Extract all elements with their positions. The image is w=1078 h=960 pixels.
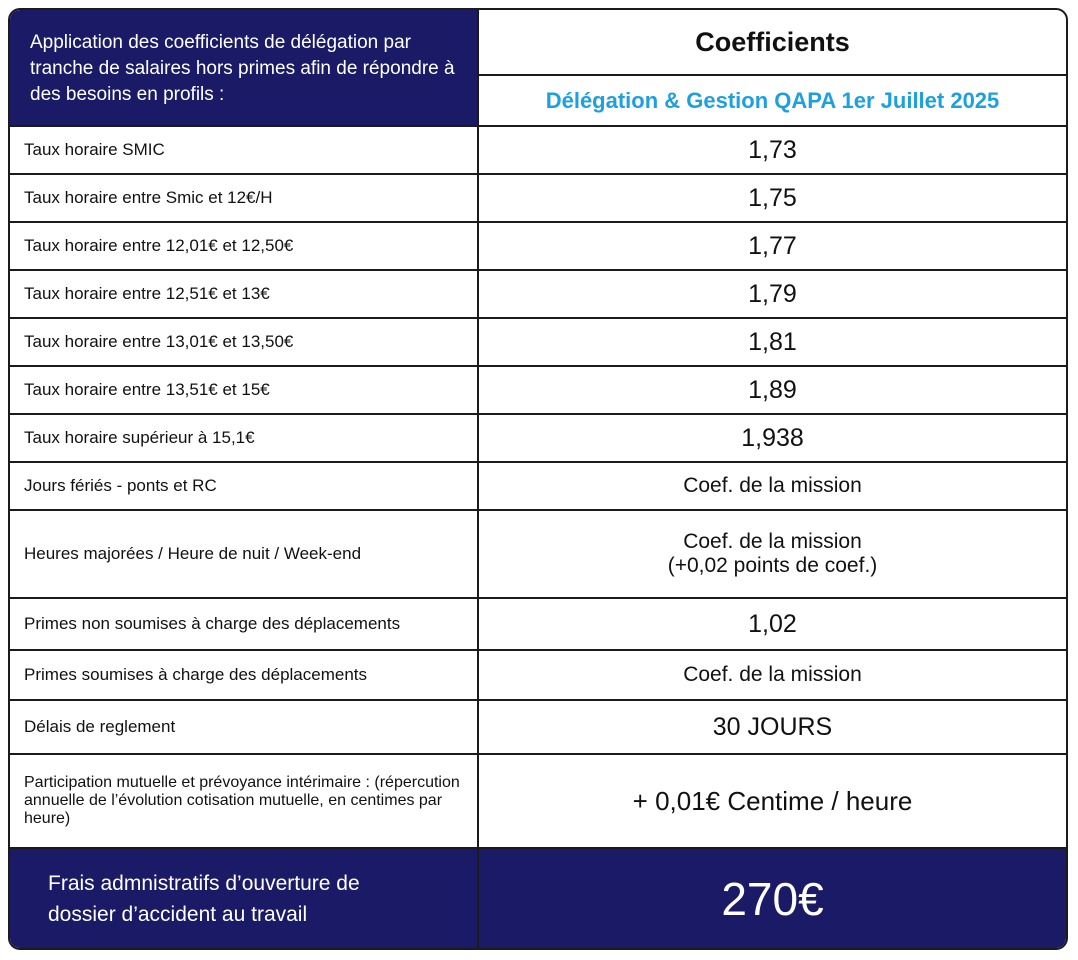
row-label-text: Taux horaire supérieur à 15,1€ <box>24 428 255 447</box>
row-value-text: 1,938 <box>741 423 804 452</box>
row-value-text: 1,81 <box>748 327 797 356</box>
row-value <box>479 319 1066 367</box>
row-label-text: Primes non soumises à charge des déplacements <box>24 614 401 633</box>
row-value <box>479 175 1066 223</box>
row-label <box>10 223 479 271</box>
row-label <box>10 599 479 651</box>
row-value <box>479 367 1066 415</box>
row-label-text: Heures majorées / Heure de nuit / Week-end <box>24 544 362 563</box>
row-value <box>479 511 1066 599</box>
row-label <box>10 415 479 463</box>
row-value-text: 1,89 <box>748 375 797 404</box>
row-value-text: Coef. de la mission <box>683 530 862 553</box>
row-value-text: 1,79 <box>748 279 797 308</box>
row-value <box>479 271 1066 319</box>
row-label <box>10 651 479 701</box>
footer-value-text: 270€ <box>721 872 824 925</box>
footer-value <box>479 849 1066 948</box>
table-grid <box>10 10 1066 948</box>
row-label <box>10 367 479 415</box>
row-value <box>479 127 1066 175</box>
row-value <box>479 651 1066 701</box>
row-value-text: + 0,01€ Centime / heure <box>632 785 913 816</box>
row-value <box>479 463 1066 511</box>
row-value <box>479 701 1066 755</box>
row-label <box>10 463 479 511</box>
row-label <box>10 701 479 755</box>
row-label <box>10 319 479 367</box>
header-description-text: Application des coefficients de délégation par tranche de salaires hors primes afin de répondre à des besoins en profils : <box>30 32 455 105</box>
header-subtitle: Délégation & Gestion QAPA 1er Juillet 2025 <box>545 87 1000 113</box>
row-value-text: Coef. de la mission <box>683 663 862 686</box>
row-value <box>479 223 1066 271</box>
row-value-note: (+0,02 points de coef.) <box>667 554 878 577</box>
row-value-text: 1,75 <box>748 183 797 212</box>
row-label-text: Participation mutuelle et prévoyance intérimaire : (répercution annuelle de l’évolution cotisation mutuelle, en centimes par heure) <box>24 774 460 827</box>
row-value-text: 1,73 <box>748 135 797 164</box>
row-label-text: Primes soumises à charge des déplacements <box>24 665 367 684</box>
row-label <box>10 175 479 223</box>
row-label <box>10 271 479 319</box>
row-label-text: Taux horaire entre 13,01€ et 13,50€ <box>24 332 294 351</box>
row-label-text: Délais de reglement <box>24 717 176 736</box>
row-value-text: 30 JOURS <box>712 712 833 741</box>
row-value <box>479 599 1066 651</box>
row-label-text: Taux horaire entre 12,01€ et 12,50€ <box>24 236 294 255</box>
row-label <box>10 755 479 849</box>
row-value <box>479 415 1066 463</box>
footer-label-text: Frais admnistratifs d’ouverture de dossier d’accident au travail <box>48 871 360 926</box>
coefficients-table <box>8 8 1068 950</box>
row-value <box>479 755 1066 849</box>
header-title: Coefficients <box>479 10 1066 76</box>
row-label <box>10 127 479 175</box>
row-value-text: Coef. de la mission <box>683 474 862 497</box>
row-label-text: Taux horaire entre 12,51€ et 13€ <box>24 284 270 303</box>
header-description <box>10 10 479 127</box>
row-label-text: Taux horaire entre 13,51€ et 15€ <box>24 380 270 399</box>
row-value-text: 1,77 <box>748 231 797 260</box>
footer-label <box>10 849 479 948</box>
row-label-text: Jours fériés - ponts et RC <box>24 476 217 495</box>
row-value-text: 1,02 <box>748 609 797 638</box>
row-value-stack <box>668 530 878 578</box>
row-label-text: Taux horaire entre Smic et 12€/H <box>24 188 273 207</box>
header-right <box>479 10 1066 127</box>
row-label <box>10 511 479 599</box>
row-label-text: Taux horaire SMIC <box>24 140 165 159</box>
